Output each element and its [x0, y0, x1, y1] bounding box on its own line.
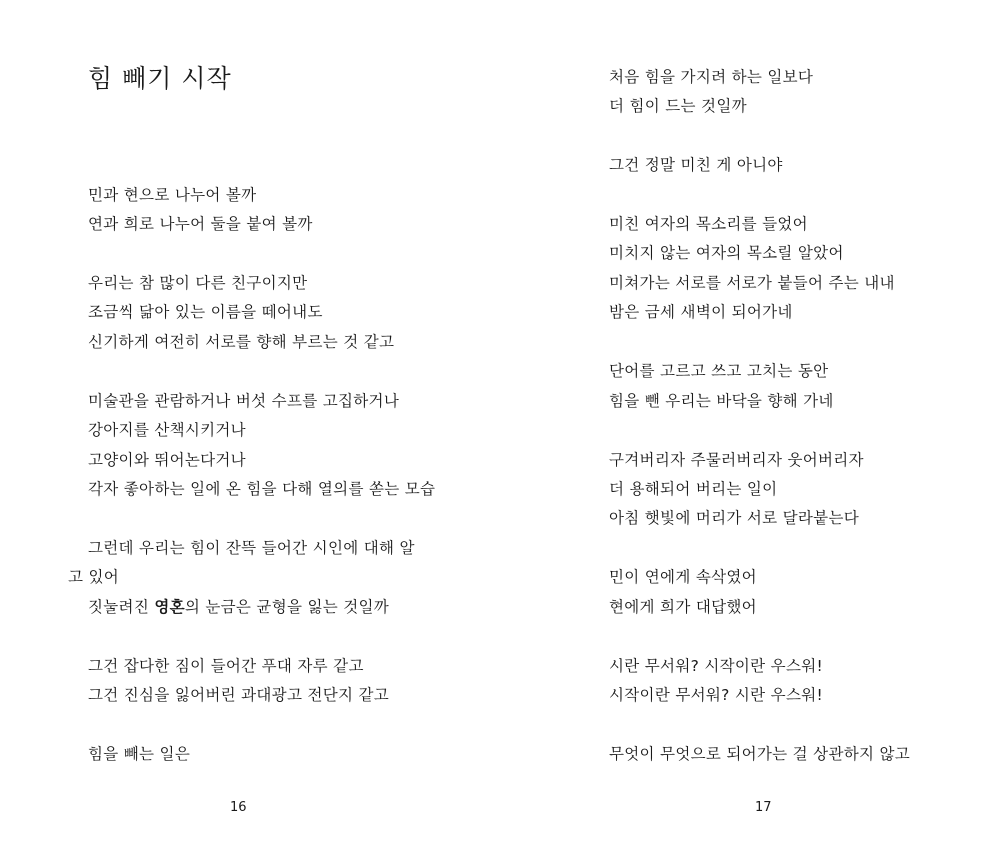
poem-line: 단어를 고르고 쓰고 고치는 동안 [609, 362, 829, 380]
poem-line: 민과 현으로 나누어 볼까 [88, 186, 257, 204]
poem-title: 힘 빼기 시작 [88, 64, 232, 93]
poem-line: 미치지 않는 여자의 목소릴 알았어 [609, 244, 844, 262]
poem-line: 아침 햇빛에 머리가 서로 달라붙는다 [609, 509, 860, 527]
poem-line: 더 힘이 드는 것일까 [609, 97, 747, 115]
poem-line: 처음 힘을 가지려 하는 일보다 [609, 68, 814, 86]
poem-line: 힘을 뺀 우리는 바닥을 향해 가네 [609, 392, 834, 410]
poem-line: 미술관을 관람하거나 버섯 수프를 고집하거나 [88, 392, 400, 410]
poem-line: 그건 잡다한 짐이 들어간 푸대 자루 같고 [88, 657, 364, 675]
poem-line: 무엇이 무엇으로 되어가는 걸 상관하지 않고 [609, 745, 911, 763]
poem-line: 그건 정말 미친 게 아니야 [609, 156, 783, 174]
poem-line: 우리는 참 많이 다른 친구이지만 [88, 274, 308, 292]
poem-line: 미쳐가는 서로를 서로가 붙들어 주는 내내 [609, 274, 895, 292]
poem-line-part: 의 눈금은 균형을 잃는 것일까 [184, 598, 390, 616]
poem-line: 미친 여자의 목소리를 들었어 [609, 215, 808, 233]
poem-line: 시란 무서워? 시작이란 우스워! [609, 657, 823, 675]
poem-line-continued: 고 있어 [68, 568, 120, 586]
poem-line: 현에게 희가 대답했어 [609, 598, 757, 616]
poem-line: 구겨버리자 주물러버리자 웃어버리자 [609, 451, 864, 469]
poem-line: 힘을 빼는 일은 [88, 745, 191, 763]
page-number: 17 [755, 800, 772, 815]
poem-line: 고양이와 뛰어논다거나 [88, 451, 246, 469]
poem-line: 신기하게 여전히 서로를 향해 부르는 것 같고 [88, 333, 395, 351]
poem-line: 민이 연에게 속삭였어 [609, 568, 757, 586]
poem-line: 더 용해되어 버리는 일이 [609, 480, 778, 498]
poem-line: 그런데 우리는 힘이 잔뜩 들어간 시인에 대해 알 [88, 539, 415, 557]
page-number: 16 [230, 800, 247, 815]
poem-line: 그건 진심을 잃어버린 과대광고 전단지 같고 [88, 686, 390, 704]
poem-line: 시작이란 무서워? 시란 우스워! [609, 686, 823, 704]
poem-line: 각자 좋아하는 일에 온 힘을 다해 열의를 쏟는 모습 [88, 480, 436, 498]
emphasized-word: 영혼 [154, 598, 185, 616]
poem-line: 연과 희로 나누어 둘을 붙여 볼까 [88, 215, 313, 233]
poem-line-part: 짓눌려진 [88, 598, 155, 616]
poem-line: 밤은 금세 새벽이 되어가네 [609, 303, 793, 321]
poem-line: 강아지를 산책시키거나 [88, 421, 246, 439]
poem-line-with-emphasis [88, 596, 389, 618]
poem-line: 조금씩 닮아 있는 이름을 떼어내도 [88, 303, 323, 321]
right-page [500, 0, 1000, 854]
